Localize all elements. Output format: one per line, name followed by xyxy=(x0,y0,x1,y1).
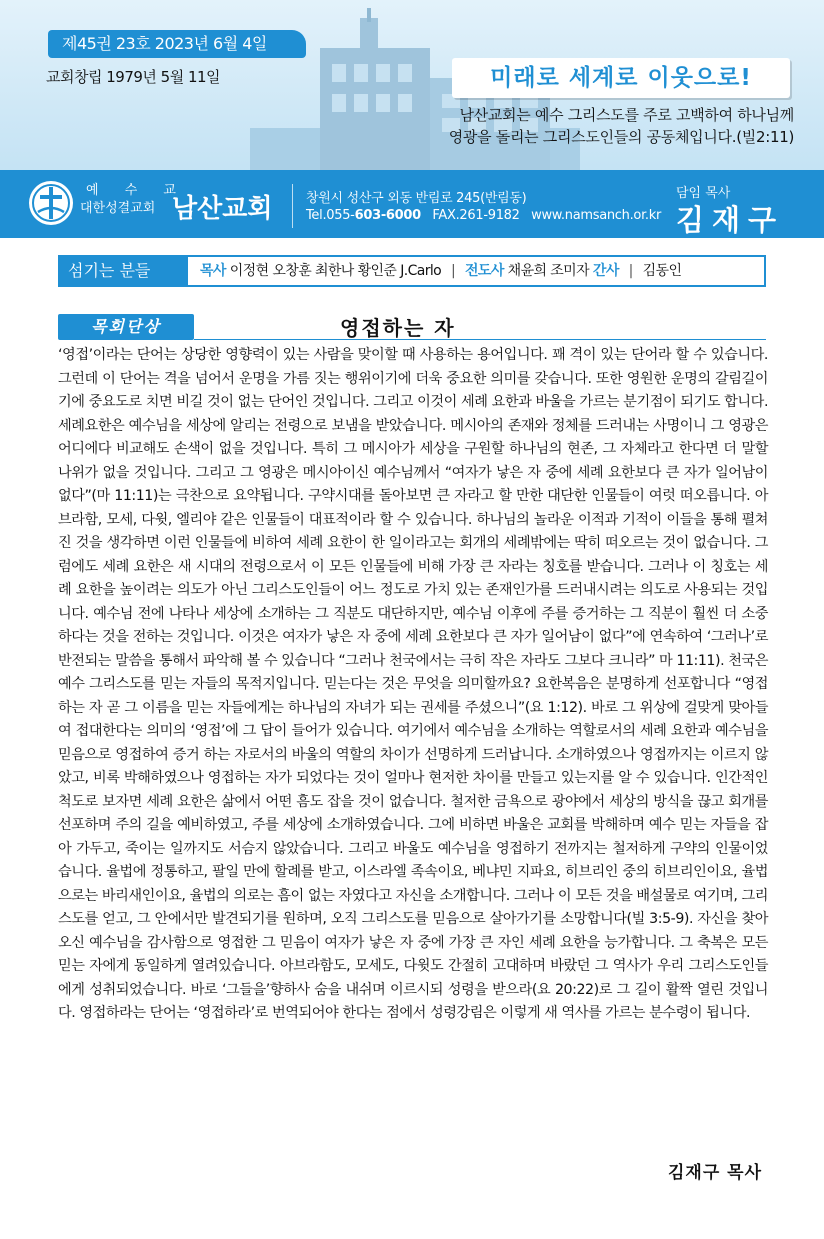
vision-line-1: 남산교회는 예수 그리스도를 주로 고백하여 하나님께 xyxy=(459,106,794,124)
evangelists-names: 채윤희 조미자 xyxy=(507,263,590,279)
founded-date: 교회창립 1979년 5월 11일 xyxy=(46,68,221,86)
staff-bar xyxy=(58,255,766,287)
church-address: 창원시 성산구 외동 반림로 245(반림동) xyxy=(306,191,527,206)
staff-separator: | xyxy=(451,263,456,279)
secretary-name: 김동인 xyxy=(642,263,682,279)
pastors-names: 이정현 오창훈 최한나 황인준 J.Carlo xyxy=(229,263,442,279)
staff-list xyxy=(200,257,681,285)
slogan: 미래로 세계로 이웃으로! xyxy=(490,65,752,91)
slogan-box xyxy=(452,58,790,98)
senior-pastor-label: 담임 목사 xyxy=(676,186,731,201)
role-pastors: 목사 xyxy=(200,263,226,279)
denomination xyxy=(80,182,187,218)
denomination-line-1: 예 수 교 xyxy=(86,183,187,198)
column-underline xyxy=(194,339,766,340)
church-vision xyxy=(374,104,794,148)
article-body: ‘영접’이라는 단어는 상당한 영향력이 있는 사람을 맞이할 때 사용하는 용어입니다. 꽤 격이 있는 단어라 할 수 있습니다. 그런데 이 단어는 격을 넘어서 운명을 가름 짓는 행위이기에 더욱 중요한 의미를 갖습니다. 또한 영원한 운명의 갈림길이기에 중요도로 치면 비길 것이 없는 단어인 것입니다. 그리고 이것이 세례 요한과 바울을 가르는 분기점이 되기도 합니다. 세례요한은 예수님을 세상에 알리는 전령으로 보냄을 받았습니다. 메시아의 존재와 정체를 드러내는 사명이니 그 영광은 어디에다 비교해도 손색이 없을 것입니다. 특히 그 메시아가 세상을 구원할 하나님의 현존, 그 자체라고 한다면 더 말할 나위가 없을 것입니다. 그리고 그 영광은 메시아이신 예수님께서 “여자가 낳은 자 중에 세례 요한보다 큰 자가 일어남이 없다”(마 11:11)는 극찬으로 요약됩니다. 구약시대를 돌아보면 큰 자라고 할 만한 대단한 인물들이 여럿 떠오릅니다. 아브라함, 모세, 다윗, 엘리야 같은 인물들이 대표적이라 할 수 있습니다. 하나님의 놀라운 이적과 기적이 이들을 통해 펼쳐진 것을 생각하면 이런 인물들에 비하여 세례 요한이 한 일이라고는 회개의 세례밖에는 딱히 떠오르는 것이 없습니다. 그럼에도 세례 요한은 새 시대의 전령으로서 이 모든 인물들에 비해 가장 큰 자라는 칭호를 받습니다. 그러나 이 칭호는 세례 요한을 높이려는 의도가 아닌 그리스도인들이 어느 정도로 가치 있는 존재인가를 드러내시려는 의도로 사용되는 것입니다. 예수님 전에 나타나 세상에 소개하는 그 직분도 대단하지만, 예수님 이후에 주를 증거하는 그 직분이 훨씬 더 소중하다는 것을 전하는 것입니다. 이것은 여자가 낳은 자 중에 세례 요한보다 큰 자가 일어남이 없다”에 연속하여 ‘그러나’로 반전되는 말씀을 통해서 파악해 볼 수 있습니다 “그러나 천국에서는 극히 작은 자라도 그보다 크니라” 마 11:11). 천국은 예수 그리스도를 믿는 자들의 목적지입니다. 믿는다는 것은 무엇을 의미할까요? 요한복음은 분명하게 선포합니다 “영접하는 자 곧 그 이름을 믿는 자들에게는 하나님의 자녀가 되는 권세를 주셨으니”(요 1:12). 바로 그 위상에 걸맞게 맞아들여 접대한다는 의미의 ‘영접’에 그 답이 들어가 있습니다. 여기에서 예수님을 소개하는 역할로서의 세례 요한과 예수님을 믿음으로 영접하여 증거 하는 자로서의 바울의 역할의 차이가 선명하게 드러납니다. 소개하였으나 영접까지는 이르지 않았고, 비록 박해하였으나 영접하는 자가 되었다는 것이 얼마나 현저한 차이를 만들고 있는지를 알 수 있습니다. 인간적인 척도로 보자면 세례 요한은 삶에서 어떤 흠도 잡을 것이 없습니다. 철저한 금욕으로 광야에서 세상의 방식을 끊고 회개를 선포하며 주의 길을 예비하였고, 주를 세상에 소개하였습니다. 그에 비하면 바울은 교회를 박해하며 예수 믿는 자들을 잡아 가두고, 죽이는 일까지도 서슴지 않았습니다. 그리고 바울도 예수님을 영접하기 전까지는 철저하게 구약의 인물이었습니다. 율법에 정통하고, 팔일 만에 할례를 받고, 이스라엘 족속이요, 베냐민 지파요, 히브리인 중의 히브리인이요, 율법으로는 바리새인이요, 율법의 의로는 흠이 없는 자였다고 자신을 소개합니다. 그러나 이 모든 것을 배설물로 여기며, 그리스도를 얻고, 그 안에서만 발견되기를 원하며, 오직 그리스도를 믿음으로 살아가기를 소망합니다(빌 3:5-9). 자신을 찾아오신 예수님을 감사함으로 영접한 그 믿음이 여자가 낳은 자 중에 가장 큰 자인 세례 요한을 능가합니다. 그 축복은 모든 믿는 자에게 동일하게 열려있습니다. 아브라함도, 모세도, 다윗도 간절히 고대하며 바랐던 그 역사가 우리 그리스도인들에게 성취되었습니다. 바로 ‘그들을’향하사 숨을 내쉬며 이르시되 성령을 받으라(요 20:22)로 그 길이 활짝 열린 것입니다. 영접하라는 단어는 ‘영접하라’로 번역되어야 한다는 점에서 성령강림은 이렇게 새 역사를 가르는 분수령이 됩니다. xyxy=(58,347,768,1021)
senior-pastor-name: 김재구 xyxy=(676,203,785,237)
column-tag: 목회단상 xyxy=(58,314,194,340)
role-evangelists: 전도사 xyxy=(465,263,504,279)
article-author: 김재구 목사 xyxy=(668,1163,763,1183)
tel-main: 603-6000 xyxy=(354,208,421,223)
tel-prefix: Tel.055- xyxy=(306,208,355,223)
staff-separator: | xyxy=(628,263,633,279)
staff-label: 섬기는 분들 xyxy=(60,257,188,285)
vision-line-2: 영광을 돌리는 그리스도인들의 공동체입니다.(빌2:11) xyxy=(448,128,794,146)
website[interactable]: www.namsanch.or.kr xyxy=(531,208,662,223)
church-logo-icon xyxy=(28,180,74,226)
church-name: 남산교회 xyxy=(172,194,273,224)
issue-info: 제45권 23호 2023년 6월 4일 xyxy=(48,30,306,58)
church-contact xyxy=(306,208,661,223)
band-divider xyxy=(292,184,293,228)
bulletin-header xyxy=(0,0,824,238)
denomination-line-2: 대한성결교회 xyxy=(80,201,156,216)
article-title: 영접하는 자 xyxy=(340,316,456,340)
fax-number: FAX.261-9182 xyxy=(432,208,520,223)
role-secretary: 간사 xyxy=(592,263,619,279)
